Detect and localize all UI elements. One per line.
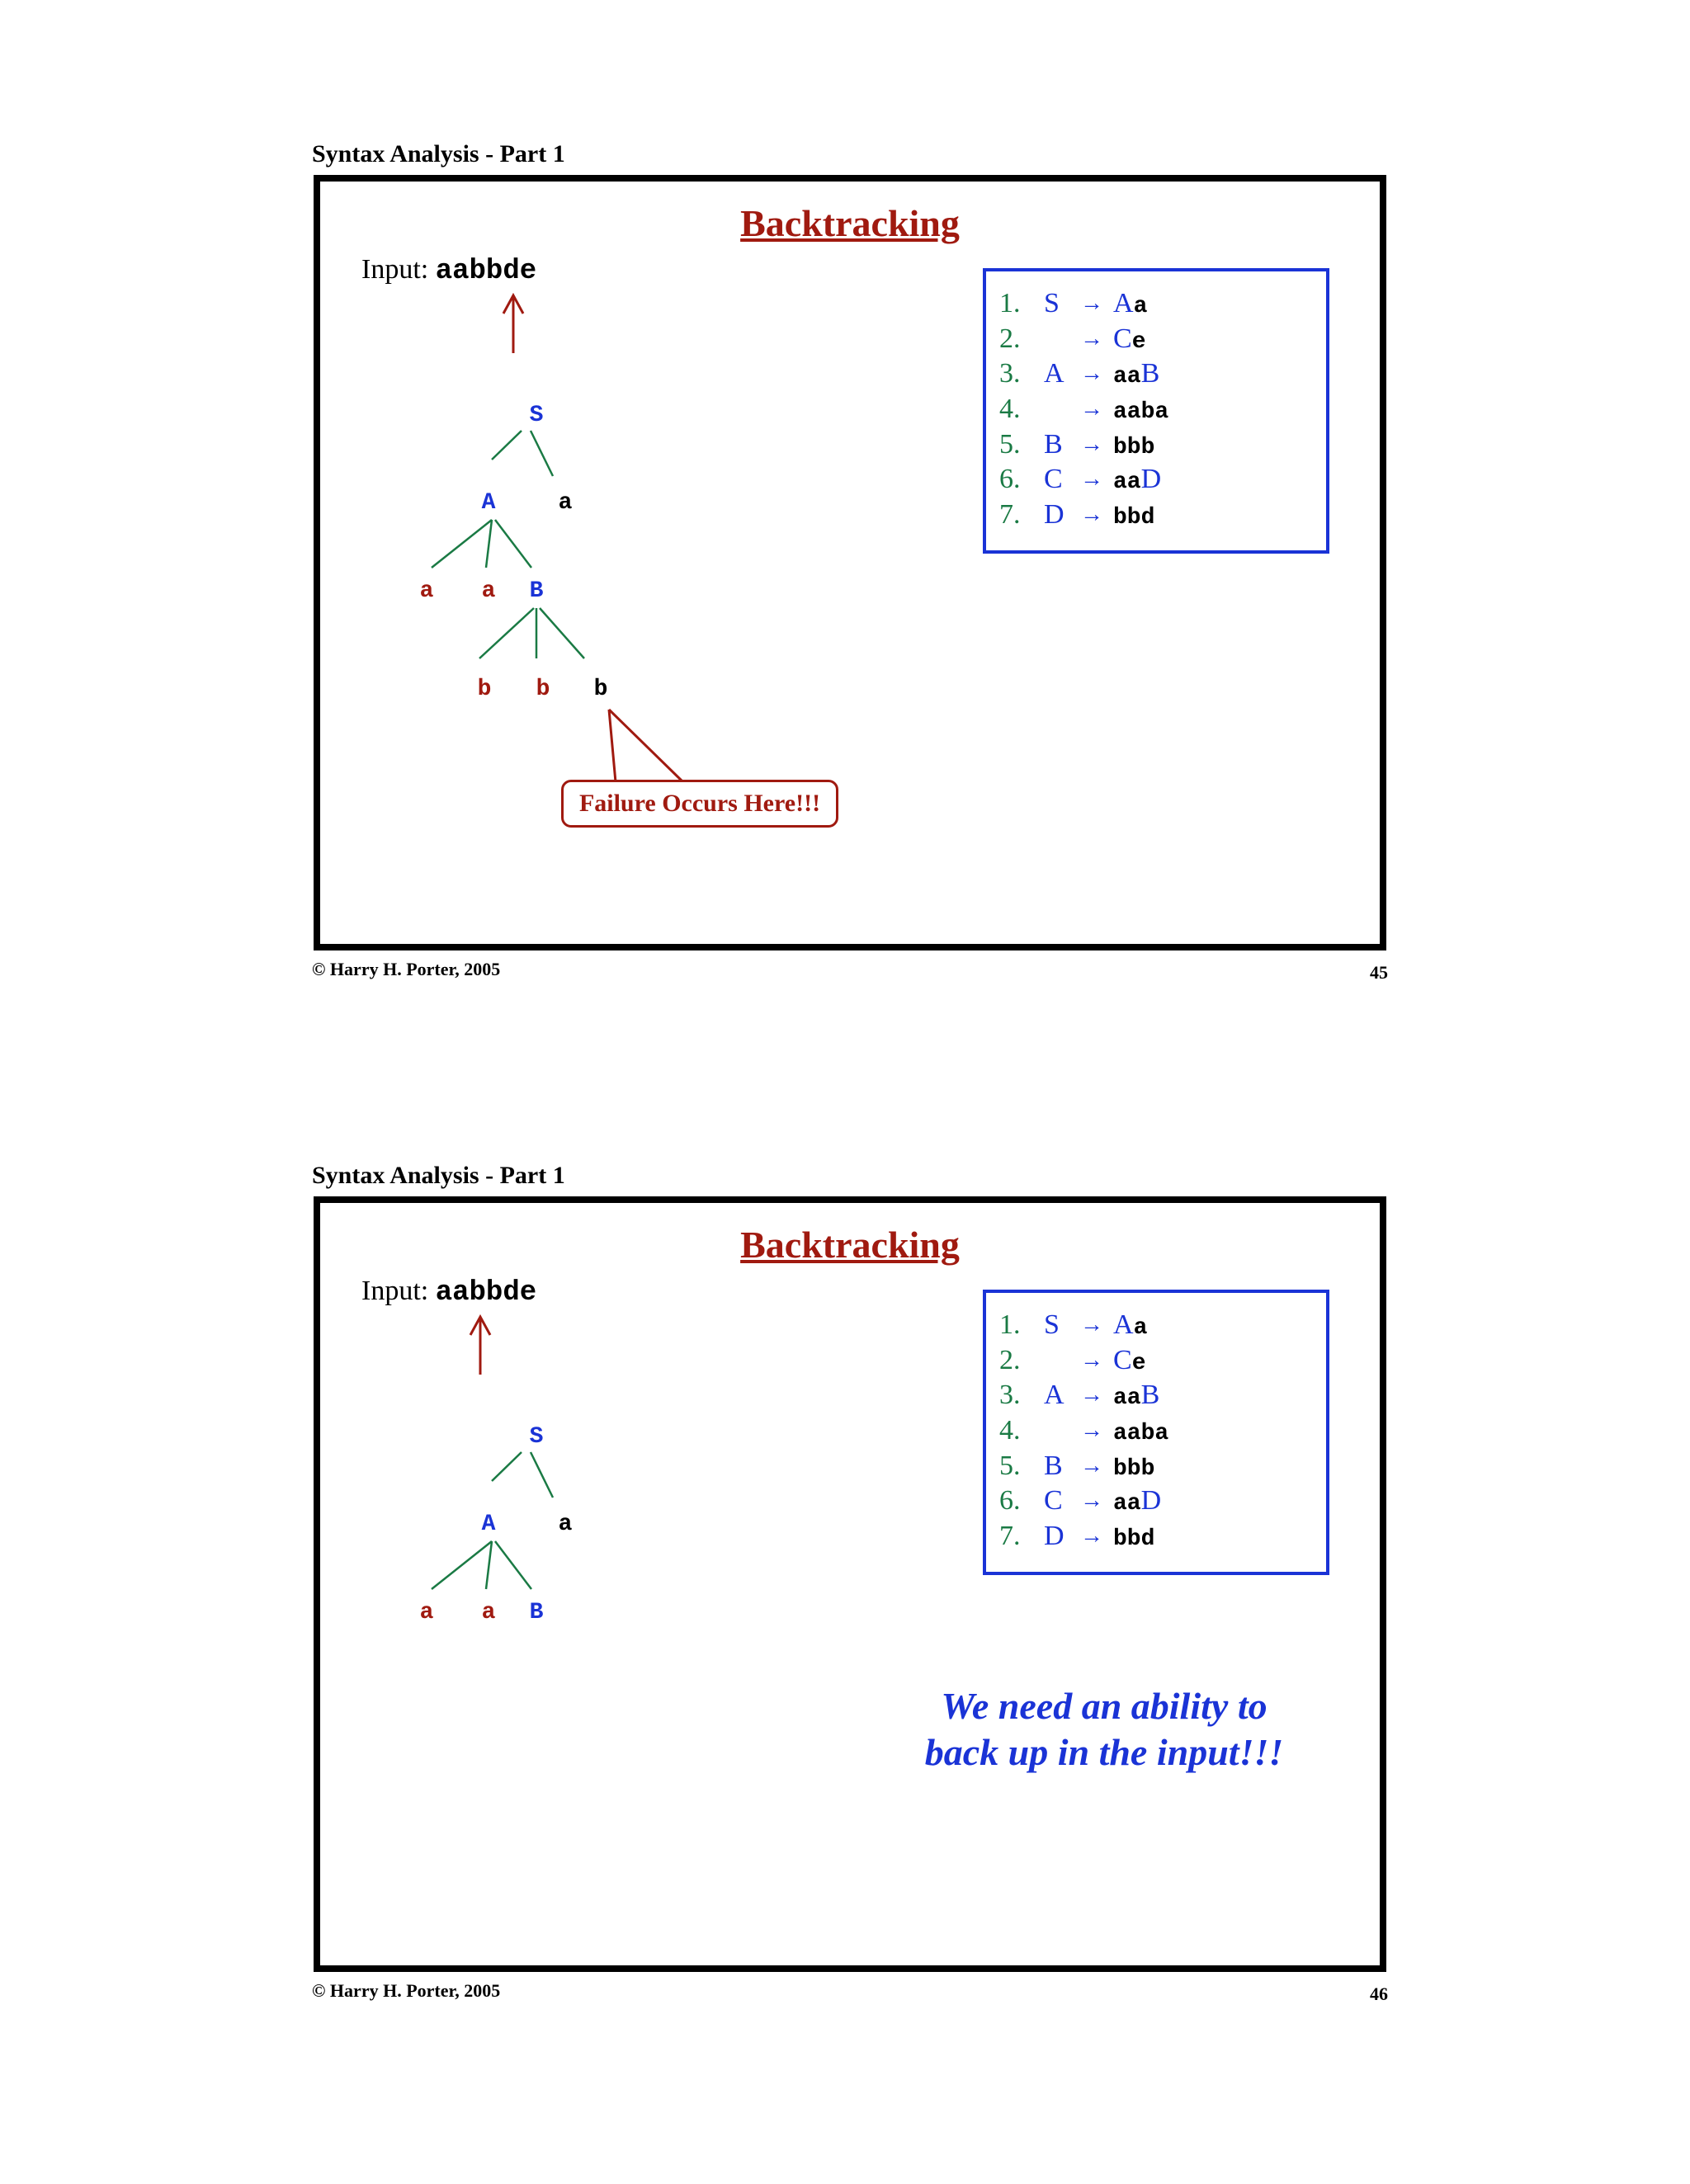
grammar-rule [999,322,1326,357]
slide-title: Backtracking [740,202,960,244]
message-line-1: We need an ability to [941,1685,1268,1727]
input-value: aabbde [435,256,537,287]
rule-rhs [1113,1380,1159,1411]
rule-arrow: → [1080,501,1103,527]
rule-rhs [1113,429,1154,460]
rule-number: 7. [999,1520,1021,1551]
copyright: © Harry H. Porter, 2005 [312,1980,501,2001]
rule-lhs: S [1044,1309,1060,1341]
node-A: A [481,1512,496,1537]
rule-rhs-nonterminal: B [1140,358,1160,389]
page-number: 46 [1370,1984,1388,2004]
rule-number: 2. [999,1344,1021,1375]
rule-rhs [1113,499,1154,531]
grammar-rule [999,1484,1326,1519]
rule-rhs-terminal: aaba [1113,399,1169,426]
rule-arrow: → [1080,325,1103,351]
rule-rhs-nonterminal: D [1140,464,1162,495]
rule-rhs-terminal: aa [1113,1385,1141,1412]
rule-arrow: → [1080,431,1103,457]
rule-rhs [1113,1450,1154,1482]
rule-lhs: C [1044,464,1063,495]
slide-header: Syntax Analysis - Part 1 [312,140,565,167]
rule-rhs [1113,1521,1154,1552]
rule-rhs-nonterminal: A [1113,1309,1134,1341]
grammar-rules [999,286,1326,532]
node-a2: a [481,578,496,604]
rule-rhs [1113,288,1147,319]
rule-arrow: → [1080,466,1103,493]
edge-S-A [492,431,522,460]
rule-rhs [1113,358,1159,389]
rule-lhs: D [1044,498,1065,530]
grammar-rule [999,286,1326,322]
rule-number: 6. [999,1485,1021,1517]
grammar-rule [999,427,1326,462]
callout-pointer-edge [609,710,683,782]
rule-rhs [1113,394,1168,425]
node-S: S [529,403,544,428]
input-pointer-arrow [470,1317,490,1375]
rule-rhs [1113,1485,1161,1517]
rule-number: 4. [999,394,1021,425]
node-b1: b [477,677,492,702]
rule-arrow: → [1080,1347,1103,1373]
grammar-rules [999,1308,1326,1554]
rule-rhs [1113,1309,1147,1341]
rule-arrow: → [1080,1312,1103,1338]
rule-rhs-terminal: e [1131,328,1146,355]
node-a2: a [481,1600,496,1625]
node-B: B [529,1600,544,1625]
node-b3: b [593,677,608,702]
grammar-box [983,268,1329,554]
grammar-rule [999,1308,1326,1343]
rule-number: 5. [999,1450,1021,1481]
rule-rhs-terminal: a [1133,294,1148,320]
grammar-rule [999,356,1326,392]
edge-A-a1 [432,1541,492,1589]
rule-number: 5. [999,428,1021,460]
slide-header: Syntax Analysis - Part 1 [312,1162,565,1189]
rule-arrow: → [1080,361,1103,387]
rule-rhs-terminal: bbb [1113,1455,1155,1482]
failure-callout: Failure Occurs Here!!! [561,780,838,828]
grammar-rule [999,1343,1326,1379]
rule-lhs: B [1044,1450,1063,1481]
edge-S-A [492,1452,522,1481]
node-a-right: a [558,490,573,516]
grammar-rule [999,498,1326,533]
slide-frame [314,175,1386,950]
rule-lhs: C [1044,1485,1063,1517]
node-S: S [529,1424,544,1450]
grammar-rule [999,462,1326,498]
edge-A-a1 [432,520,492,568]
node-A: A [481,490,496,516]
input-pointer-arrow [503,295,523,353]
rule-rhs-nonterminal: C [1113,323,1132,354]
slide-frame [314,1196,1386,1972]
input-label: Input: [361,254,429,285]
grammar-rule [999,1519,1326,1554]
grammar-rule [999,1378,1326,1413]
rule-arrow: → [1080,1382,1103,1408]
input-value: aabbde [435,1277,537,1309]
rule-rhs-terminal: a [1133,1315,1148,1342]
page-number: 45 [1370,962,1388,983]
input-label: Input: [361,1276,429,1306]
rule-arrow: → [1080,396,1103,422]
node-a1: a [419,1600,434,1625]
rule-rhs-nonterminal: B [1140,1380,1160,1411]
rule-lhs: S [1044,288,1060,319]
rule-rhs-terminal: bbd [1113,1526,1155,1552]
edge-S-a [531,431,553,476]
rule-number: 6. [999,464,1021,495]
edge-A-B [495,1541,531,1589]
rule-rhs-nonterminal: C [1113,1344,1132,1375]
rule-rhs [1113,1415,1168,1446]
rule-number: 7. [999,498,1021,530]
edge-A-B [495,520,531,568]
rule-number: 3. [999,358,1021,389]
rule-arrow: → [1080,1522,1103,1549]
rule-rhs [1113,323,1146,355]
rule-rhs-nonterminal: A [1113,288,1134,319]
edge-A-a2 [486,520,492,568]
grammar-rule [999,1413,1326,1449]
rule-rhs [1113,464,1161,495]
rule-rhs-terminal: bbb [1113,434,1155,460]
edge-B-b1 [479,608,534,658]
node-a1: a [419,578,434,604]
rule-number: 1. [999,288,1021,319]
message-line-2: back up in the input!!! [924,1731,1284,1773]
slide-46 [0,1023,1690,2046]
rule-number: 4. [999,1415,1021,1446]
edge-B-b3 [540,608,584,658]
rule-arrow: → [1080,1488,1103,1514]
rule-rhs-terminal: aaba [1113,1421,1169,1447]
backup-message [857,1683,1352,1776]
rule-arrow: → [1080,1417,1103,1444]
rule-arrow: → [1080,290,1103,317]
rule-lhs: A [1044,1380,1065,1411]
slide-title: Backtracking [740,1224,960,1266]
rule-rhs-terminal: bbd [1113,504,1155,531]
tree-edges [432,431,584,658]
rule-lhs: D [1044,1520,1065,1551]
edge-S-a [531,1452,553,1498]
grammar-box [983,1290,1329,1575]
rule-rhs-terminal: aa [1113,364,1141,390]
rule-rhs-terminal: aa [1113,1491,1141,1517]
rule-number: 2. [999,323,1021,354]
rule-lhs: B [1044,428,1063,460]
rule-number: 1. [999,1309,1021,1341]
node-a-right: a [558,1512,573,1537]
rule-rhs-terminal: e [1131,1350,1146,1376]
rule-rhs-terminal: aa [1113,469,1141,496]
grammar-rule [999,1448,1326,1484]
rule-lhs: A [1044,358,1065,389]
rule-arrow: → [1080,1452,1103,1479]
edge-A-a2 [486,1541,492,1589]
copyright: © Harry H. Porter, 2005 [312,959,501,979]
rule-rhs [1113,1345,1146,1376]
node-b2: b [536,677,550,702]
grammar-rule [999,392,1326,427]
rule-rhs-nonterminal: D [1140,1485,1162,1517]
node-B: B [529,578,544,604]
slide-45 [0,0,1690,1023]
rule-number: 3. [999,1380,1021,1411]
